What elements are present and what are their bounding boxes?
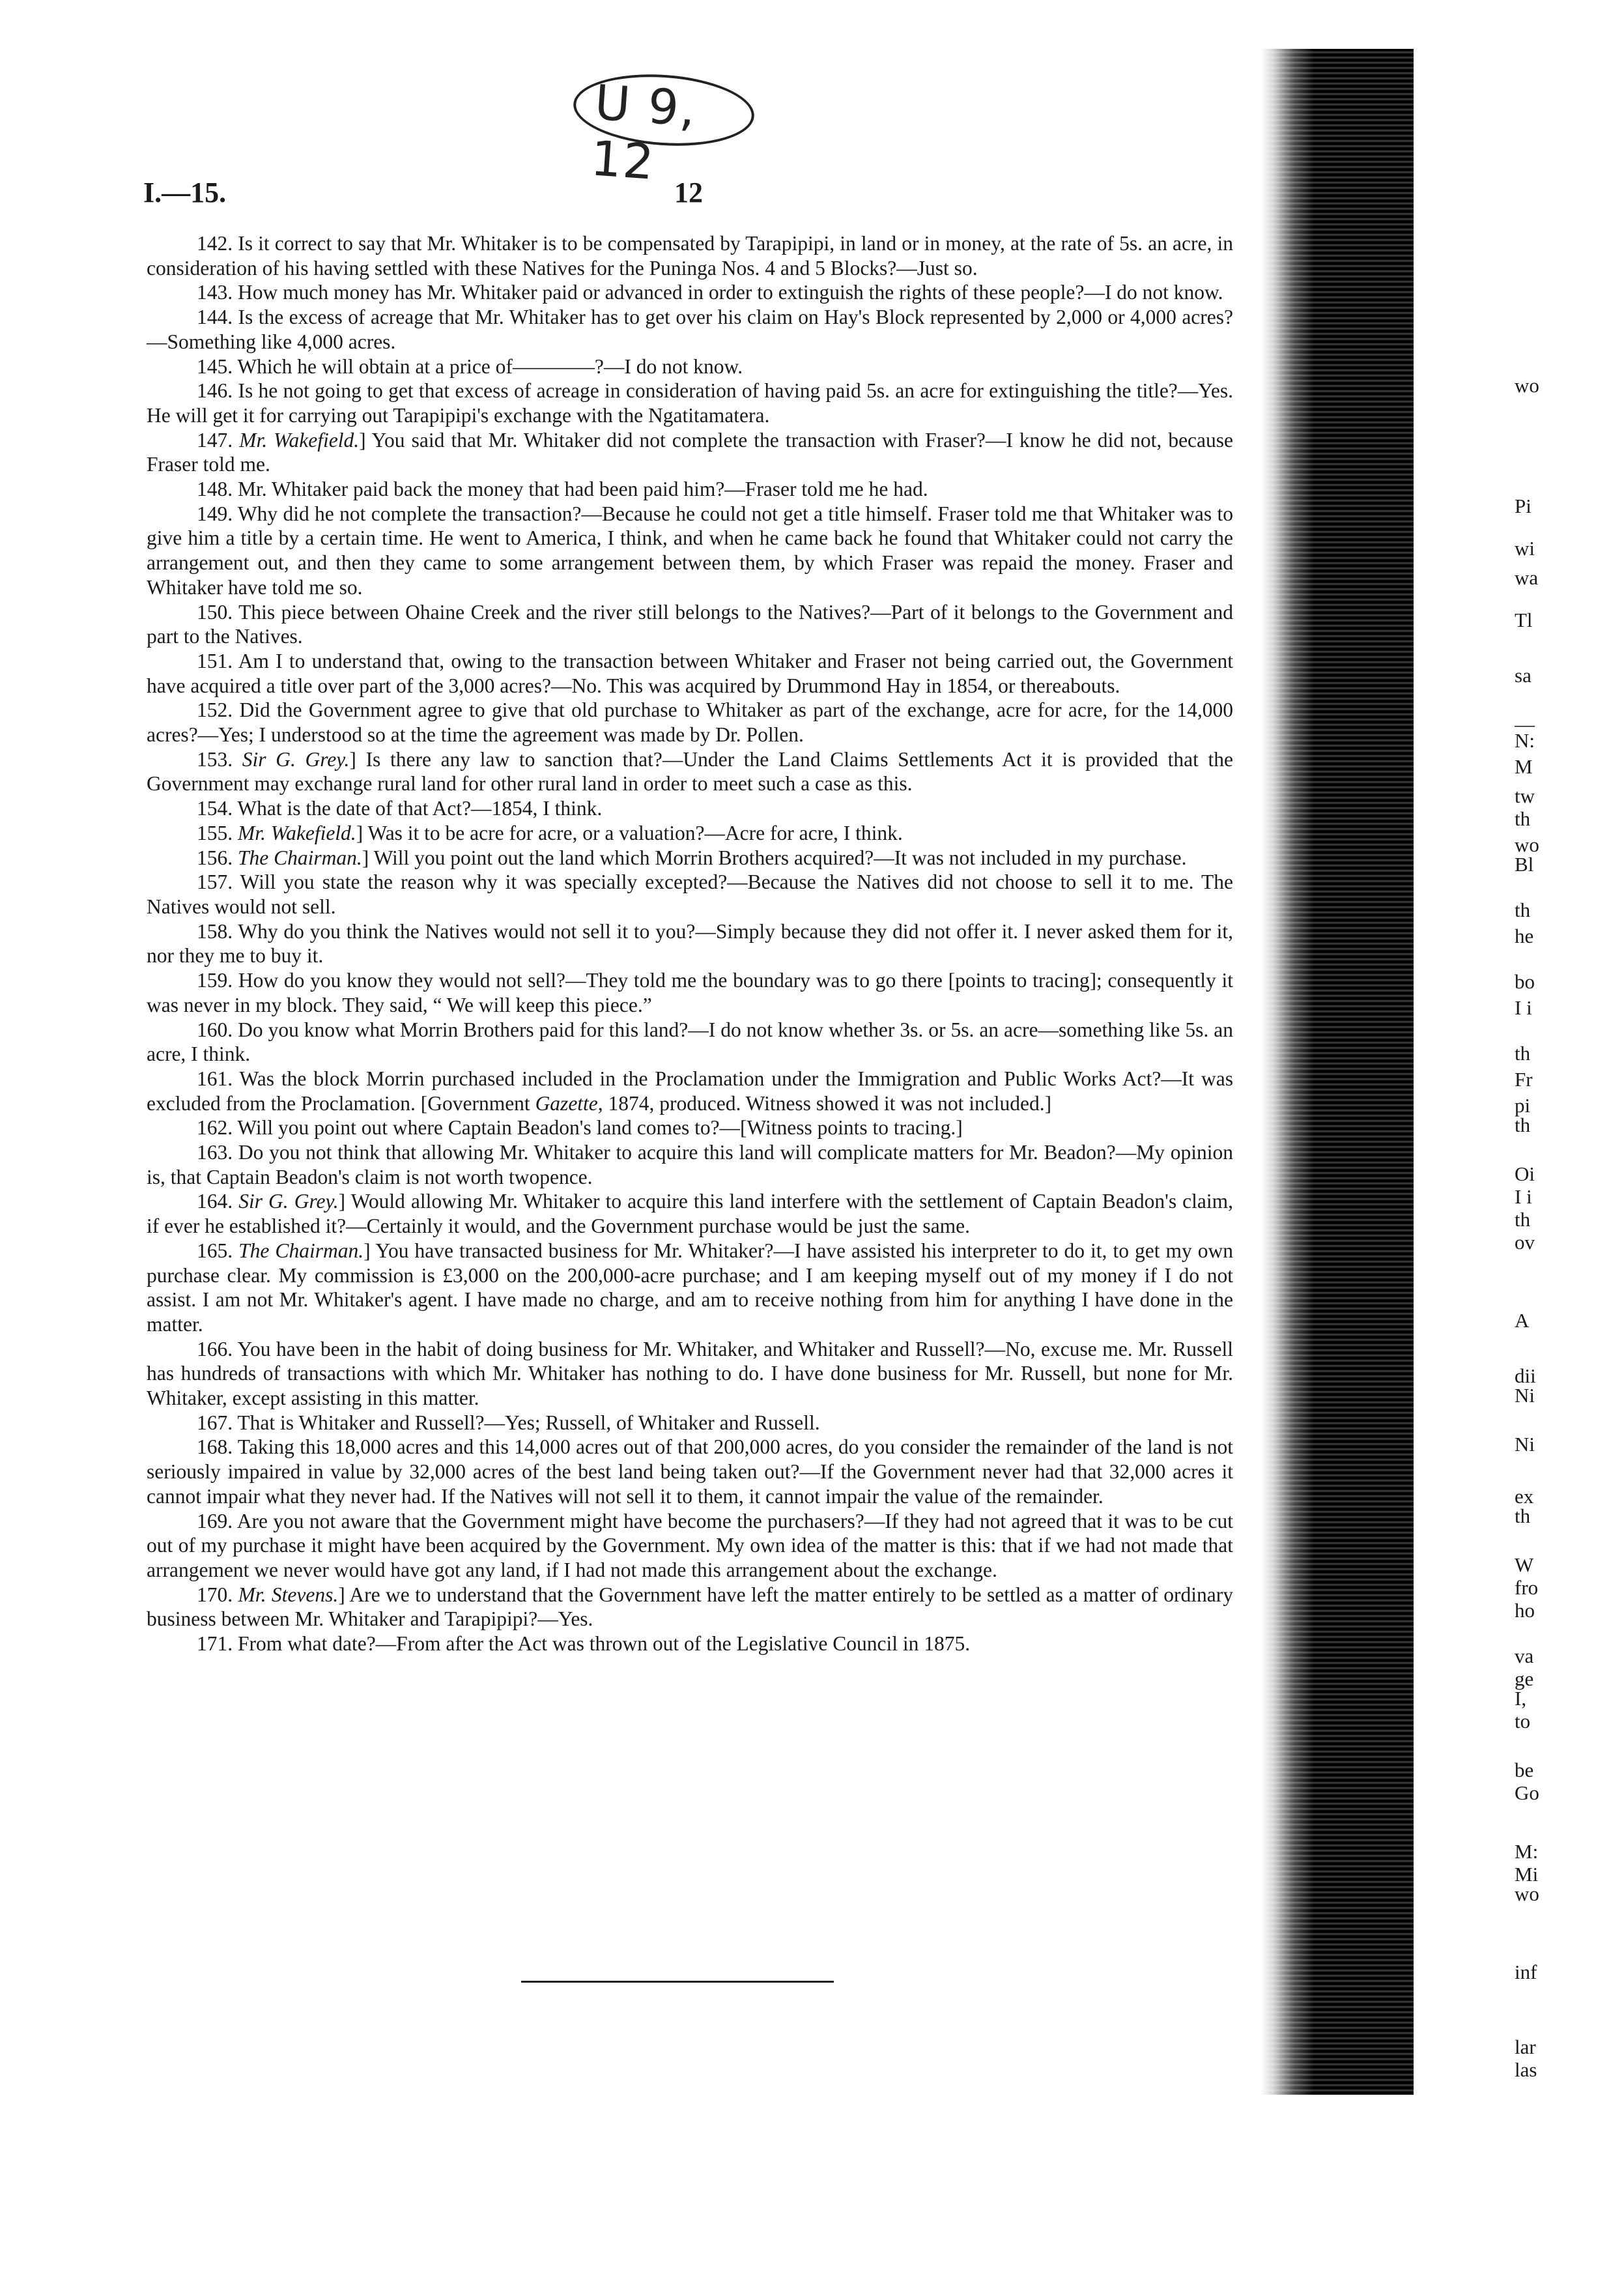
facing-page-fragment: I i	[1515, 997, 1532, 1019]
speaker-name: Mr. Stevens.	[238, 1583, 339, 1606]
question-paragraph	[147, 502, 1233, 600]
facing-page-fragment: dii	[1515, 1365, 1536, 1387]
facing-page-fragment: —	[1515, 713, 1535, 736]
question-paragraph	[147, 280, 1233, 305]
question-paragraph	[147, 354, 1233, 379]
paragraph-text: 149. Why did he not complete the transaction?—Because he could not get a title himself. Fraser told me that Whitaker was to give him a title by a certain time. He went to America, I think, and when he came back he found that Whitaker could not carry the arrangement out, and then they came to some arrangement between them, by which Fraser was repaid the money. Fraser and Whitaker have told me so.	[147, 502, 1233, 599]
question-paragraph	[147, 1411, 1233, 1435]
facing-page-fragment: th	[1515, 1042, 1531, 1065]
question-paragraph	[147, 231, 1233, 280]
facing-page-fragment: wo	[1515, 375, 1539, 397]
facing-page-fragment: be	[1515, 1759, 1534, 1781]
handwritten-reference: U 9, 12	[589, 74, 699, 191]
facing-page-fragment: tw	[1515, 785, 1535, 807]
facing-page-fragment: to	[1515, 1710, 1531, 1732]
facing-page-fragment: Tl	[1515, 609, 1533, 631]
facing-page-fragments	[1515, 0, 1624, 2285]
paragraph-text: 162. Will you point out where Captain Beadon's land comes to?—[Witness points to tracing.]	[197, 1116, 963, 1140]
facing-page-fragment: bo	[1515, 971, 1535, 993]
facing-page-fragment: Oi	[1515, 1163, 1535, 1185]
question-paragraph	[147, 1140, 1233, 1189]
testimony-text	[147, 231, 1233, 1656]
facing-page-fragment: pi	[1515, 1095, 1531, 1117]
paragraph-text: 145. Which he will obtain at a price of————?—I do not know.	[197, 354, 743, 378]
paragraph-text-continued: , 1874, produced. Witness showed it was not included.]	[597, 1091, 1052, 1115]
question-paragraph	[147, 1583, 1233, 1631]
paragraph-text: 144. Is the excess of acreage that Mr. Whitaker has to get over his claim on Hay's Block represented by 2,000 or 4,000 acres?—Something like 4,000 acres.	[147, 306, 1233, 353]
question-paragraph	[147, 477, 1233, 502]
paragraph-text: 146. Is he not going to get that excess of acreage in consideration of having paid 5s. an acre for extinguishing the title?—Yes. He will get it for carrying out Tarapipipi's exchange with the Ngatitamatera.	[147, 379, 1233, 427]
facing-page-fragment: Ni	[1515, 1385, 1535, 1407]
facing-page-fragment: he	[1515, 925, 1534, 947]
paragraph-text: ] You have transacted business for Mr. Whitaker?—I have assisted his interpreter to do it, to get my own purchase clear. My commission is £3,000 on the 200,000-acre purchase; and I am keeping myself out of my money if I do not assist. I am not Mr. Whitaker's agent. I have made no charge, and am to receive nothing from him for anything I have done in the matter.	[147, 1239, 1233, 1336]
paragraph-text: 171. From what date?—From after the Act was thrown out of the Legislative Council in 1875.	[197, 1632, 971, 1656]
question-paragraph	[147, 821, 1233, 846]
binding-gutter-shadow	[1261, 49, 1414, 2095]
question-paragraph	[147, 1435, 1233, 1508]
paragraph-text: 142. Is it correct to say that Mr. Whitaker is to be compensated by Tarapipipi, in land or in money, at the rate of 5s. an acre, in consideration of his having settled with these Natives for the Puninga Nos. 4 and 5 Blocks?—Just so.	[147, 232, 1233, 280]
facing-page-fragment: lar	[1515, 2036, 1536, 2058]
question-paragraph	[147, 1631, 1233, 1656]
facing-page-fragment: A	[1515, 1310, 1530, 1332]
paragraph-text: ] You said that Mr. Whitaker did not complete the transaction with Fraser?—I know he did not, because Fraser told me.	[147, 428, 1233, 476]
paragraph-text: ] Are we to understand that the Government have left the matter entirely to be settled as a matter of ordinary business between Mr. Whitaker and Tarapipipi?—Yes.	[147, 1583, 1233, 1631]
question-paragraph	[147, 1509, 1233, 1583]
speaker-name: Mr. Wakefield.	[239, 428, 360, 452]
paragraph-text: 166. You have been in the habit of doing business for Mr. Whitaker, and Whitaker and Russell?—No, excuse me. Mr. Russell has hundreds of transactions with which Mr. Whitaker has nothing to do. I have done business for Mr. Russell, but none for Mr. Whitaker, except assisting in this matter.	[147, 1337, 1233, 1410]
paragraph-text: ] Will you point out the land which Morrin Brothers acquired?—It was not included in my purchase.	[362, 846, 1187, 869]
speaker-name: Sir G. Grey.	[242, 747, 350, 771]
question-paragraph	[147, 305, 1233, 354]
paragraph-text: 160. Do you know what Morrin Brothers paid for this land?—I do not know whether 3s. or 5s. an acre—something like 5s. an acre, I think.	[147, 1018, 1233, 1066]
facing-page-fragment: th	[1515, 899, 1531, 921]
facing-page-fragment: ex	[1515, 1486, 1534, 1508]
italic-term: Gazette	[535, 1091, 598, 1115]
paragraph-text: 169. Are you not aware that the Government might have become the purchasers?—If they had not agreed that it was to be cut out of my purchase it might have been acquired by the Government. My own idea of the matter is this: that if we had not made that arrangement we never would have got any land, if I had not made this arrangement about the exchange.	[147, 1509, 1233, 1581]
handwritten-stamp	[567, 62, 756, 191]
paragraph-text: ] Would allowing Mr. Whitaker to acquire this land interfere with the settlement of Captain Beadon's claim, if ever he established it?—Certainly it would, and the Government purchase would be just the same.	[147, 1190, 1233, 1238]
facing-page-fragment: Pi	[1515, 495, 1531, 517]
facing-page-fragment: ov	[1515, 1231, 1535, 1254]
paragraph-text: 151. Am I to understand that, owing to the transaction between Whitaker and Fraser not being carried out, the Government have acquired a title over part of the 3,000 acres?—No. This was acquired by Drummond Hay in 1854, or thereabouts.	[147, 649, 1233, 697]
facing-page-fragment: Ni	[1515, 1433, 1535, 1456]
paragraph-text: 154. What is the date of that Act?—1854, I think.	[197, 797, 603, 820]
facing-page-fragment: sa	[1515, 665, 1531, 687]
facing-page-fragment: fro	[1515, 1577, 1539, 1599]
question-number: 165.	[197, 1239, 233, 1262]
facing-page-fragment: Bl	[1515, 854, 1534, 876]
question-paragraph	[147, 698, 1233, 747]
facing-page-fragment: inf	[1515, 1961, 1537, 1983]
paragraph-text: 167. That is Whitaker and Russell?—Yes; Russell, of Whitaker and Russell.	[197, 1411, 820, 1434]
closing-rule	[521, 1981, 834, 1983]
paragraph-text: Was the block Morrin purchased included in the Proclamation under the Immigration and Public Works Act?—It was excluded from the Proclamation. [Government	[147, 1067, 1233, 1115]
question-number: 155.	[197, 821, 233, 844]
facing-page-fragment: wo	[1515, 1883, 1539, 1905]
paragraph-text: ] Was it to be acre for acre, or a valuation?—Acre for acre, I think.	[356, 821, 903, 844]
facing-page-fragment: wi	[1515, 538, 1535, 560]
question-paragraph	[147, 1189, 1233, 1238]
facing-page-fragment: N:	[1515, 730, 1535, 752]
question-paragraph	[147, 649, 1233, 698]
speaker-name: Sir G. Grey.	[238, 1190, 339, 1213]
paragraph-text: 152. Did the Government agree to give that old purchase to Whitaker as part of the exchange, acre for acre, for the 14,000 acres?—Yes; I understood so at the time the agreement was made by Dr. Pollen.	[147, 698, 1233, 747]
question-number: 170.	[197, 1583, 233, 1606]
question-paragraph	[147, 796, 1233, 821]
paragraph-text: 158. Why do you think the Natives would not sell it to you?—Simply because they did not offer it. I never asked them for it, nor they me to buy it.	[147, 919, 1233, 968]
facing-page-fragment: I i	[1515, 1186, 1532, 1208]
facing-page-fragment: th	[1515, 1209, 1531, 1231]
facing-page-fragment: Mi	[1515, 1863, 1539, 1886]
question-number: 147.	[197, 428, 233, 452]
question-number: 164.	[197, 1190, 233, 1213]
paragraph-text: 168. Taking this 18,000 acres and this 14,000 acres out of that 200,000 acres, do you consider the remainder of the land is not seriously impaired in value by 32,000 acres of the best land being taken out?—If the Government never had that 32,000 acres it cannot impair what they never had. If the Natives will not sell it to them, it cannot impair the value of the remainder.	[147, 1435, 1233, 1508]
document-reference: I.—15.	[143, 177, 227, 208]
question-paragraph	[147, 1018, 1233, 1067]
facing-page-fragment: th	[1515, 1114, 1531, 1136]
facing-page-fragment: Fr	[1515, 1069, 1533, 1091]
facing-page-fragment: th	[1515, 1505, 1531, 1527]
paragraph-text: 148. Mr. Whitaker paid back the money that had been paid him?—Fraser told me he had.	[197, 478, 928, 501]
question-paragraph	[147, 1115, 1233, 1140]
question-paragraph	[147, 428, 1233, 477]
question-paragraph	[147, 846, 1233, 870]
question-paragraph	[147, 919, 1233, 968]
question-paragraph	[147, 968, 1233, 1017]
question-number: 156.	[197, 846, 233, 869]
speaker-name: The Chairman.	[238, 1239, 364, 1262]
page-number: 12	[674, 177, 703, 208]
question-paragraph	[147, 747, 1233, 796]
question-paragraph	[147, 600, 1233, 649]
question-paragraph	[147, 379, 1233, 427]
paragraph-text: 159. How do you know they would not sell?—They told me the boundary was to go there [points to tracing]; consequently it was never in my block. They said, “ We will keep this piece.”	[147, 969, 1233, 1016]
facing-page-fragment: th	[1515, 808, 1531, 830]
question-paragraph	[147, 1067, 1233, 1115]
question-paragraph	[147, 870, 1233, 919]
facing-page-fragment: va	[1515, 1645, 1534, 1667]
facing-page-fragment: ge	[1515, 1668, 1534, 1690]
speaker-name: Mr. Wakefield.	[238, 821, 356, 844]
facing-page-fragment: M	[1515, 756, 1533, 778]
facing-page-fragment: las	[1515, 2059, 1537, 2081]
facing-page-fragment: wo	[1515, 834, 1539, 856]
facing-page-fragment: M:	[1515, 1841, 1539, 1863]
paragraph-text: 150. This piece between Ohaine Creek and the river still belongs to the Natives?—Part of it belongs to the Government and part to the Natives.	[147, 600, 1233, 648]
question-number: 153.	[197, 747, 233, 771]
paragraph-text: 163. Do you not think that allowing Mr. Whitaker to acquire this land will complicate matters for Mr. Beadon?—My opinion is, that Captain Beadon's claim is not worth twopence.	[147, 1141, 1233, 1188]
paragraph-text: 157. Will you state the reason why it was specially excepted?—Because the Natives did not choose to sell it to me. The Natives would not sell.	[147, 870, 1233, 918]
question-paragraph	[147, 1337, 1233, 1411]
question-number: 161.	[197, 1067, 233, 1090]
facing-page-fragment: wa	[1515, 567, 1539, 589]
facing-page-fragment: ho	[1515, 1600, 1535, 1622]
speaker-name: The Chairman.	[238, 846, 362, 869]
facing-page-fragment: W	[1515, 1554, 1534, 1576]
facing-page-fragment: I,	[1515, 1688, 1527, 1710]
paragraph-text: ] Is there any law to sanction that?—Under the Land Claims Settlements Act it is provided that the Government may exchange rural land for other rural land in order to meet such a case as this.	[147, 747, 1234, 796]
facing-page-fragment: Go	[1515, 1782, 1539, 1804]
question-paragraph	[147, 1239, 1233, 1337]
paragraph-text: 143. How much money has Mr. Whitaker paid or advanced in order to extinguish the rights of these people?—I do not know.	[197, 281, 1223, 304]
